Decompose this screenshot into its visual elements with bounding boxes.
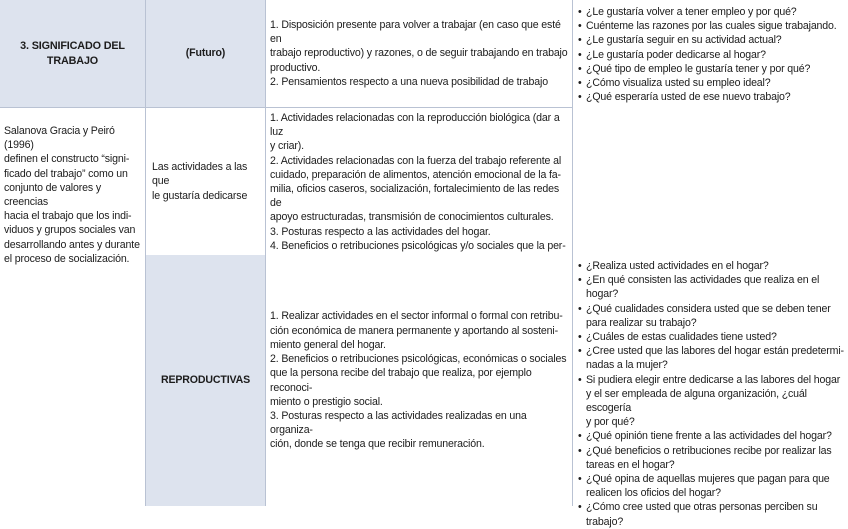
- description-future: 1. Disposición presente para volver a trabajar (en caso que esté en trabajo reproductivo) y razones, o de seguir trabajando en trabajo productivo. 2. Pensamientos respecto a una nueva posibilidad de trabajo: [270, 18, 568, 88]
- question-item: • ¿Cómo visualiza usted su empleo ideal?: [578, 76, 848, 90]
- description-cell-reproductive: [265, 255, 572, 506]
- question-item: • ¿Qué cualidades considera usted que se deben tener para realizar su trabajo?: [578, 302, 848, 330]
- description-cell-activities: [265, 107, 572, 255]
- question-item: • ¿Qué opinión tiene frente a las actividades del hogar?: [578, 429, 848, 443]
- subcategory-future: (Futuro): [185, 47, 226, 60]
- subcategory-cell-reproductive: [145, 255, 265, 506]
- description-reproductive: 1. Realizar actividades en el sector informal o formal con retribu- ción económica de manera permanente y aportando al sosteni- miento general del hogar. 2. Beneficios o retribuciones psicológicas, económicas o sociales que la persona recibe del trabajo que realiza, por ejemplo reconoci- miento o prestigio social. 3. Posturas respecto a las actividades realizadas en una organiza- ción, donde se tenga que recibir remuneración.: [270, 310, 567, 451]
- questions-cell-reproductive: [572, 255, 848, 528]
- question-item: • ¿Qué opina de aquellas mujeres que pagan para que realicen los oficios del hogar?: [578, 472, 848, 500]
- description-cell-future: [265, 0, 572, 107]
- question-item: • ¿Le gustaría poder dedicarse al hogar?: [578, 48, 848, 62]
- questions-list-reproductive: [578, 259, 848, 529]
- questions-cell-future: [572, 0, 848, 107]
- subcategory-cell-future: [145, 0, 265, 107]
- question-item: • Si pudiera elegir entre dedicarse a las labores del hogar y el ser empleada de alguna organización, ¿cuál escogería y por qué?: [578, 373, 848, 430]
- question-item: • ¿Le gustaría seguir en su actividad actual?: [578, 33, 848, 47]
- questions-list-future: [578, 5, 848, 104]
- question-item: • ¿Le gustaría volver a tener empleo y por qué?: [578, 5, 848, 19]
- question-item: • ¿Qué beneficios o retribuciones recibe por realizar las tareas en el hogar?: [578, 444, 848, 472]
- subcategory-cell-activities: [145, 107, 265, 255]
- question-item: • ¿Cuáles de estas cualidades tiene usted?: [578, 330, 848, 344]
- question-item: • ¿Realiza usted actividades en el hogar?: [578, 259, 848, 273]
- subcategory-reproductive: REPRODUCTIVAS: [160, 374, 251, 387]
- questions-cell-activities: [572, 107, 848, 255]
- question-item: • ¿Cree usted que las labores del hogar están predetermi- nadas a la mujer?: [578, 344, 848, 372]
- question-item: • ¿Qué esperaría usted de ese nuevo trabajo?: [578, 90, 848, 104]
- question-item: • ¿En qué consisten las actividades que realiza en el hogar?: [578, 273, 848, 301]
- question-item: • ¿Cómo cree usted que otras personas perciben su trabajo?: [578, 500, 848, 528]
- definition-text: Salanova Gracia y Peiró (1996) definen el constructo “signi- ficado del trabajo” como un conjunto de valores y creencias hacia el trabajo que los indi- viduos y grupos sociales van desarrollando antes y durante el proceso de socialización.: [4, 125, 140, 265]
- question-item: • Cuénteme las razones por las cuales sigue trabajando.: [578, 19, 848, 33]
- definition-cell: [0, 107, 145, 506]
- section-title: 3. SIGNIFICADO DEL TRABAJO: [20, 40, 125, 67]
- description-activities: 1. Actividades relacionadas con la reproducción biológica (dar a luz y criar). 2. Actividades relacionadas con la fuerza del trabajo referente al cuidado, preparación de alimentos, atención emocional de la fa- milia, oficios caseros, socialización, fortalecimiento de las redes de apoyo estructuradas, transmisión de conocimientos culturales. 3. Posturas respecto a las actividades del hogar. 4. Beneficios o retribuciones psicológicas y/o sociales que la per-: [270, 112, 566, 252]
- question-item: • ¿Qué tipo de empleo le gustaría tener y por qué?: [578, 62, 848, 76]
- section-title-cell: [0, 0, 145, 107]
- subcategory-activities: Las actividades a las que le gustaría dedicarse: [152, 161, 248, 202]
